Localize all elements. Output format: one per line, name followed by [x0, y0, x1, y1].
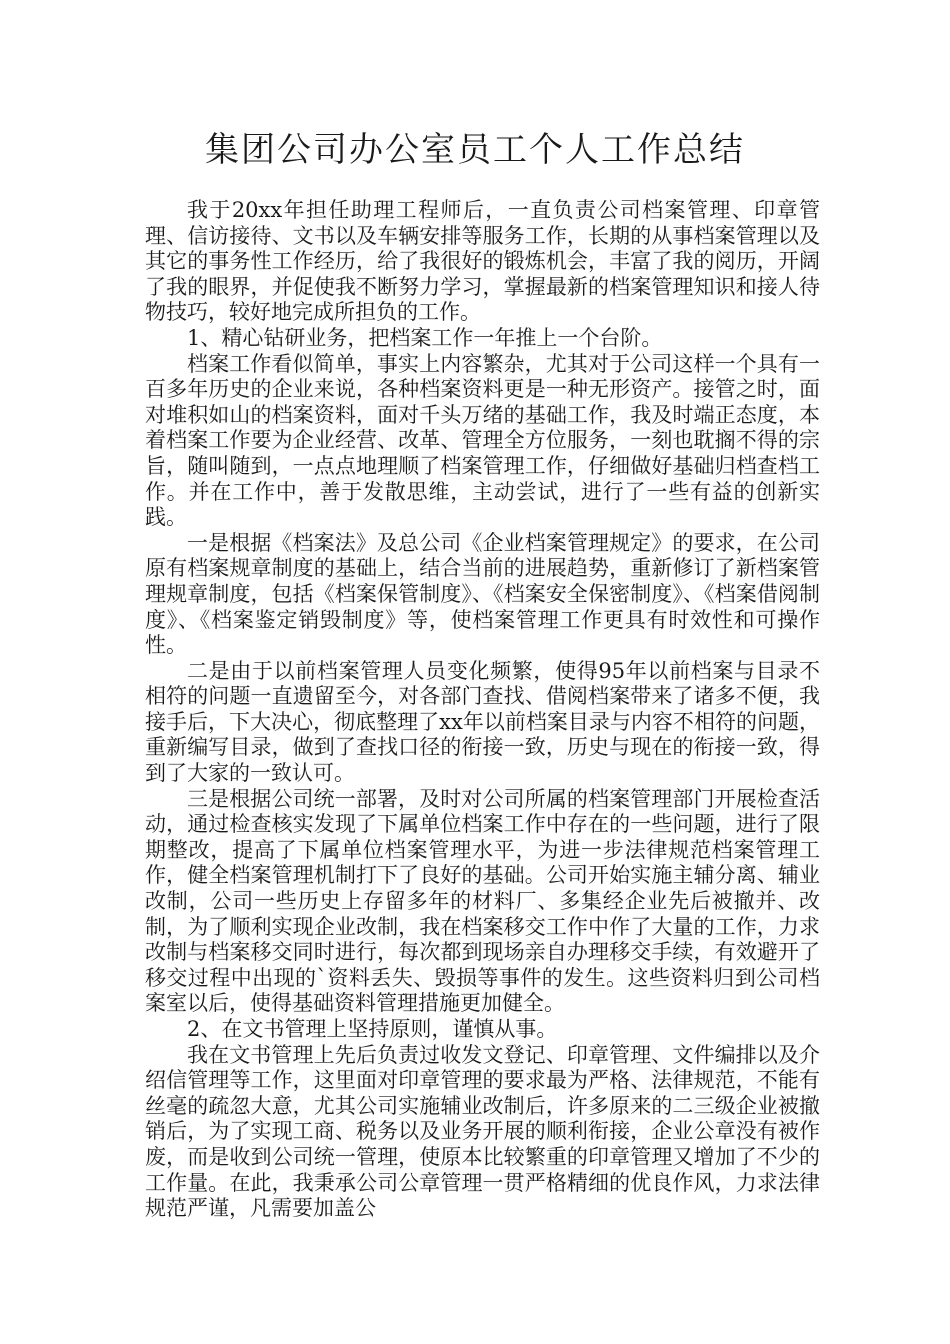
section-heading-archives: 1、精心钻研业务，把档案工作一年推上一个台阶。	[187, 325, 663, 350]
archives-point-three-paragraph: 三是根据公司统一部署，及时对公司所属的档案管理部门开展检查活动，通过检查核实发现了下属单位档案工作中存在的一些问题，进行了限期整改，提高了下属单位档案管理水平，为进一步法律规范档案管理工作，健全档案管理机制打下了良好的基础。公司开始实施主辅分离、辅业改制，公司一些历史上存留多年的材料厂、多集经企业先后被撤并、改制，为了顺利实现企业改制，我在档案移交工作中作了大量的工作，力求改制与档案移交同时进行，每次都到现场亲自办理移交手续，有效避开了移交过程中出现的`资料丢失、毁损等事件的发生。这些资料归到公司档案室以后，使得基础资料管理措施更加健全。	[145, 786, 820, 1016]
archives-point-two-paragraph: 二是由于以前档案管理人员变化频繁，使得95年以前档案与目录不相符的问题一直遗留至今，对各部门查找、借阅档案带来了诸多不便，我接手后，下大决心，彻底整理了xx年以前档案目录与内容不相符的问题，重新编写目录，做到了查找口径的衔接一致，历史与现在的衔接一致，得到了大家的一致认可。	[145, 658, 820, 786]
archives-point-one-paragraph: 一是根据《档案法》及总公司《企业档案管理规定》的要求，在公司原有档案规章制度的基础上，结合当前的进展趋势，重新修订了新档案管理规章制度，包括《档案保管制度》、《档案安全保密制度》、《档案借阅制度》、《档案鉴定销毁制度》等，使档案管理工作更具有时效性和可操作性。	[145, 530, 820, 658]
archives-overview-paragraph: 档案工作看似简单，事实上内容繁杂，尤其对于公司这样一个具有一百多年历史的企业来说，各种档案资料更是一种无形资产。接管之时，面对堆积如山的档案资料，面对千头万绪的基础工作，我及时端正态度，本着档案工作要为企业经营、改革、管理全方位服务，一刻也耽搁不得的宗旨，随叫随到，一点点地理顺了档案管理工作，仔细做好基础归档查档工作。并在工作中，善于发散思维，主动尝试，进行了一些有益的创新实践。	[145, 351, 820, 530]
section-heading-documents: 2、在文书管理上坚持原则，谨慎从事。	[187, 1017, 558, 1041]
documents-management-paragraph: 我在文书管理上先后负责过收发文登记、印章管理、文件编排以及介绍信管理等工作，这里面对印章管理的要求最为严格、法律规范，不能有丝毫的疏忽大意，尤其公司实施辅业改制后，许多原来的二三级企业被撤销后，为了实现工商、税务以及业务开展的顺利衔接，企业公章没有被作废，而是收到公司统一管理，使原本比较繁重的印章管理又增加了不少的工作量。在此，我秉承公司公章管理一贯严格精细的优良作风，力求法律规范严谨，凡需要加盖公	[145, 1042, 820, 1221]
document-title: 集团公司办公室员工个人工作总结	[205, 130, 745, 170]
intro-paragraph: 我于20xx年担任助理工程师后，一直负责公司档案管理、印章管理、信访接待、文书以及车辆安排等服务工作，长期的从事档案管理以及其它的事务性工作经历，给了我很好的锻炼机会，丰富了我的阅历，开阔了我的眼界，并促使我不断努力学习，掌握最新的档案管理知识和接人待物技巧，较好地完成所担负的工作。	[145, 198, 820, 325]
document-body	[145, 198, 820, 1222]
